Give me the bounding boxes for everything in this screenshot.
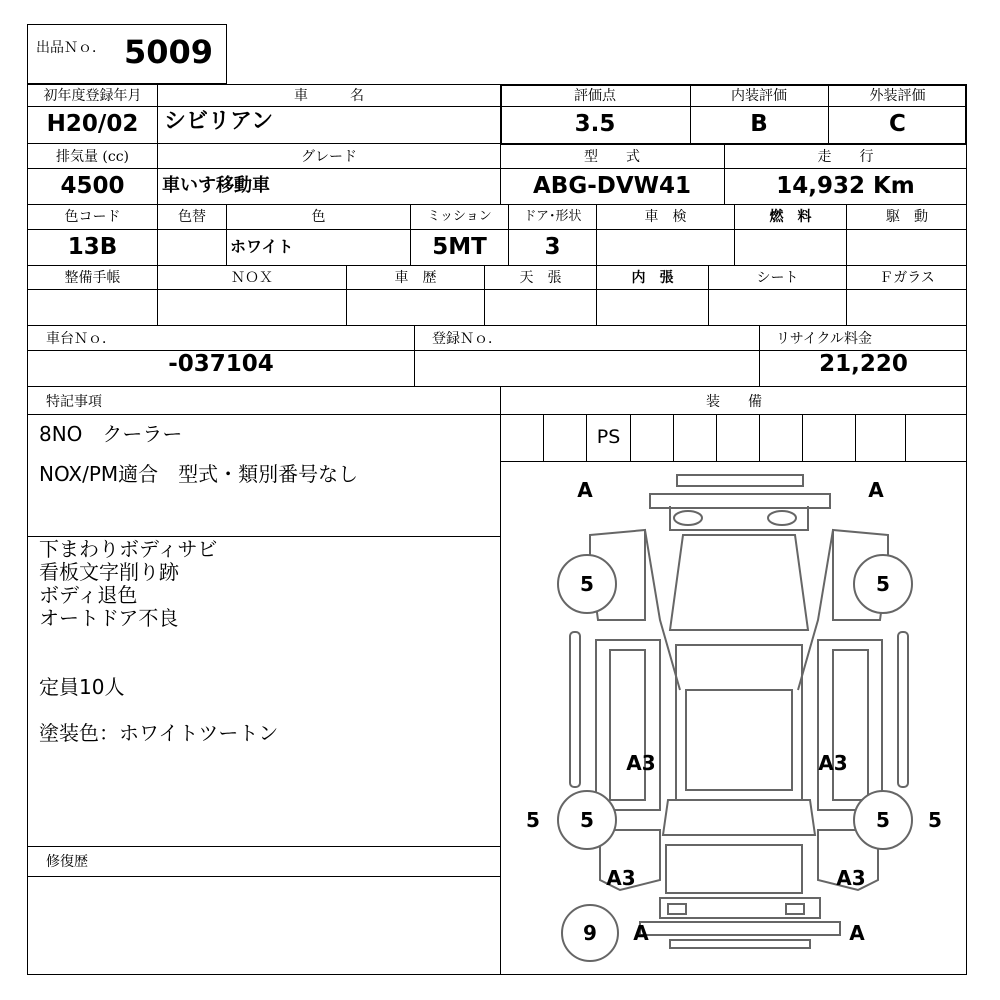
upholstery-label: 内 張 [631,270,674,286]
roof-inner [686,690,792,790]
mark-rear-wheel-right: 5 [876,808,890,832]
mark-front-wheel-right: 5 [876,572,890,596]
equipment-label: 装 備 [706,394,762,410]
remark-line: 8NO クーラー [39,422,183,446]
front-bumper-outline [677,475,803,486]
nox-label: ＮＯＸ [231,270,273,286]
remark-line: NOX/PM適合 型式・類別番号なし [39,462,359,486]
mark-front-left: A [577,478,593,502]
exterior-value: C [889,111,906,137]
color-code-label: 色コード [64,209,121,225]
roof [676,645,802,800]
rule [543,414,544,461]
equipment-ps: PS [596,426,621,448]
recycle-label: リサイクル料金 [776,331,873,347]
chassis-value: -037104 [168,351,274,377]
drive-value [847,229,967,265]
fuel-label: 燃 料 [769,209,812,225]
score-label: 評価点 [574,88,616,104]
side-body-right-inner [833,650,868,800]
registration-value [415,346,759,382]
recycle-value: 21,220 [819,351,908,377]
lot-number-label: 出品Ｎｏ． [36,40,106,56]
inspection-value [597,229,734,265]
rule [802,414,803,461]
headlight-left [674,511,702,525]
grade-value: 車いす移動車 [162,175,270,196]
car-name-value: シビリアン [164,109,274,134]
mirror-left [570,632,580,787]
fuel-value [735,229,846,265]
mark-side-left: A3 [626,751,656,775]
rule [905,414,906,461]
history-label: 車 歴 [394,270,437,286]
rear-step [670,940,810,948]
inspection-label: 車 検 [644,209,687,225]
side-body-left-inner [610,650,645,800]
interior-value: B [750,111,768,137]
mark-front-wheel-left: 5 [580,572,594,596]
mark-rear-quarter-left: A3 [606,866,636,890]
transmission-label: ミッション [427,209,492,224]
tail-light-left [668,904,686,914]
rule [27,289,967,290]
tail-light-right [786,904,804,914]
sunroof-label: 天 張 [519,270,562,286]
glass-label: Ｆガラス [879,270,935,286]
mark-rear-outside-right: 5 [928,808,942,832]
repair-history-label: 修復歴 [46,854,88,870]
vehicle-diagram [501,462,966,974]
mark-spare: 9 [583,921,597,945]
transmission-value: 5MT [432,234,487,260]
color-value: ホワイト [230,237,294,256]
mirror-right [898,632,908,787]
grille-outline [670,506,808,530]
remarks-label: 特記事項 [46,394,102,410]
rear-gate [666,845,802,893]
side-body-left [596,640,660,810]
remark-line: 下まわりボディサビ [39,537,218,561]
pillar-left [645,530,680,690]
remark-line: ボディ退色 [39,583,138,607]
rule [630,414,631,461]
mark-rear-wheel-left: 5 [580,808,594,832]
rule [27,876,500,877]
mileage-label: 走 行 [817,149,874,165]
mark-front-right: A [868,478,884,502]
headlight-right [768,511,796,525]
displacement-label: 排気量 (cc) [55,149,130,165]
rule [27,325,967,326]
score-value: 3.5 [574,111,616,137]
grade-label: グレード [301,149,357,165]
seat-label: シート [756,270,799,286]
rule [759,414,760,461]
car-name-label: 車 名 [294,88,364,104]
doors-value: 3 [544,234,561,260]
rear-window [663,800,815,835]
mileage-value: 14,932 Km [776,173,915,199]
drive-label: 駆 動 [886,209,928,225]
color-label: 色 [311,209,326,225]
mark-side-right: A3 [818,751,848,775]
rule [855,414,856,461]
doors-label: ドア･形状 [523,209,582,224]
mark-rear-right: A [849,921,865,945]
rule [27,386,967,387]
repaint-value [158,229,226,265]
rule [27,265,967,266]
front-bumper-outline [650,494,830,508]
model-label: 型 式 [584,149,640,165]
remark-line: 定員10人 [39,675,125,699]
lot-number-value: 5009 [124,33,214,71]
rule [27,414,967,415]
remark-line: 看板文字削り跡 [39,560,179,584]
rear-bumper-lower [640,922,840,935]
rule [716,414,717,461]
mark-rear-left: A [633,921,649,945]
remark-line: オートドア不良 [39,606,179,630]
registration-label: 登録Ｎｏ． [432,331,502,347]
side-body-right [818,640,882,810]
windshield [670,535,808,630]
remark-line: 塗装色：ホワイトツートン [39,721,279,745]
exterior-label: 外装評価 [869,88,926,104]
interior-label: 内装評価 [731,88,787,104]
displacement-value: 4500 [60,173,125,199]
model-value: ABG-DVW41 [532,173,692,199]
color-code-value: 13B [67,234,118,260]
rule [27,846,500,847]
mark-rear-outside-left: 5 [526,808,540,832]
year-label: 初年度登録年月 [43,88,142,104]
repaint-label: 色替 [178,209,206,225]
maintenance-label: 整備手帳 [64,270,121,286]
pillar-right [798,530,833,690]
rule [27,204,967,205]
chassis-label: 車台Ｎｏ． [46,331,116,347]
year-value: H20/02 [46,111,139,137]
rule [673,414,674,461]
mark-rear-quarter-right: A3 [836,866,866,890]
